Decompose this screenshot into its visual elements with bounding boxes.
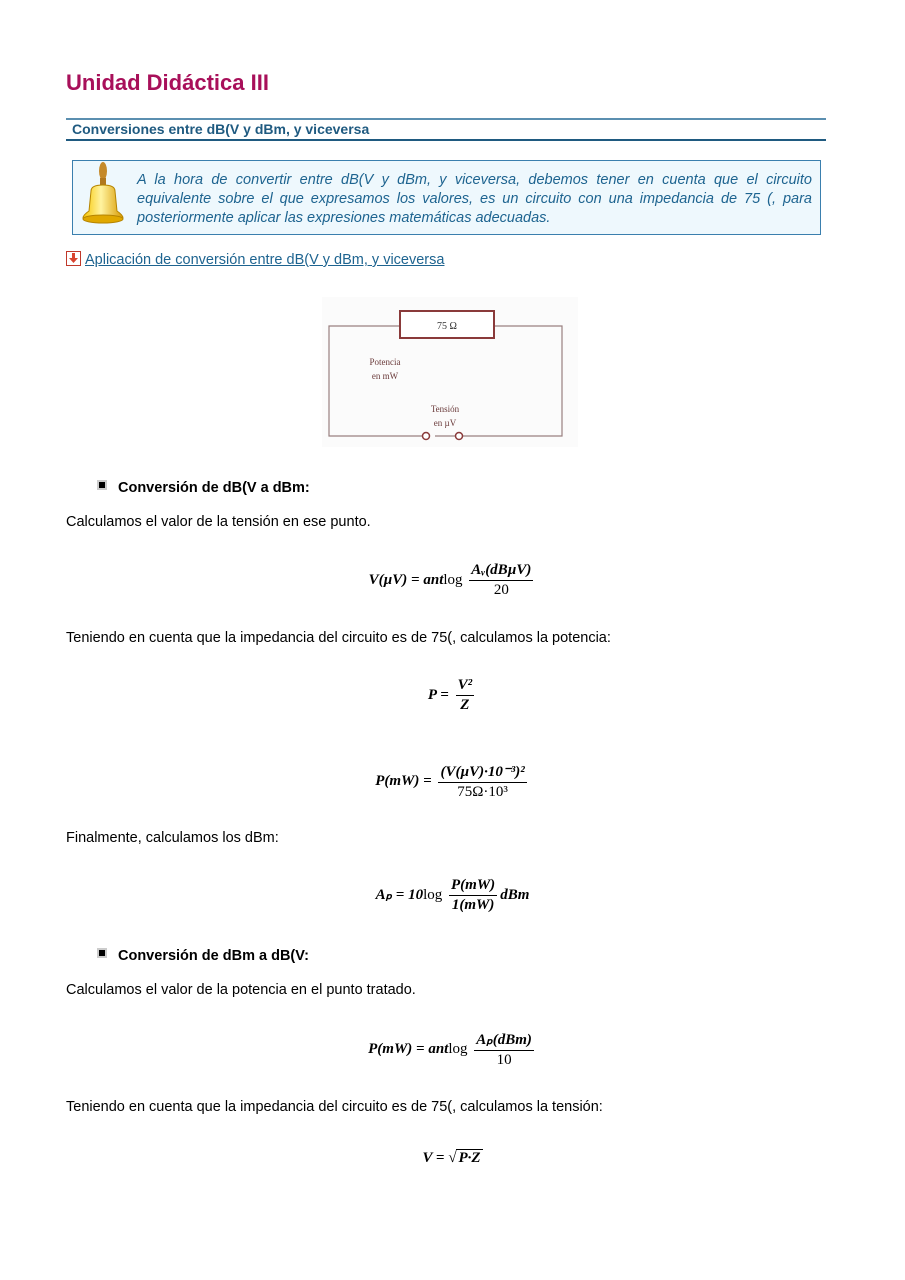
formula-radicand: P·Z	[458, 1150, 481, 1166]
voltage-unit-label: en µV	[433, 418, 457, 428]
bullet-text: Conversión de dB(V a dBm:	[118, 480, 310, 496]
formula-numerator: Aᵥ(dBµV)	[469, 562, 533, 581]
power-unit-label: en mW	[371, 371, 399, 381]
formula-denominator: 10	[496, 1052, 512, 1068]
formula-lhs: P(mW) =	[368, 1040, 429, 1057]
bullet-icon	[97, 948, 107, 958]
bell-icon	[79, 161, 127, 227]
resistor-label: 75 Ω	[437, 321, 457, 332]
formula-denominator: 20	[493, 582, 509, 598]
formula-numerator: Aₚ(dBm)	[474, 1030, 534, 1051]
formula-power-from-dbm	[0, 1030, 905, 1069]
bullet-icon	[97, 480, 107, 490]
formula-numerator: V²	[456, 677, 475, 696]
section-title: Conversiones entre dB(V y dBm, y viceversa	[72, 121, 370, 137]
formula-denominator: Z	[460, 697, 470, 713]
formula-dbm	[0, 877, 905, 914]
formula-log: log	[448, 1040, 468, 1057]
formula-lhs: V = √	[422, 1150, 457, 1166]
bullet-heading	[97, 480, 310, 496]
paragraph: Teniendo en cuenta que la impedancia del circuito es de 75(, calculamos la tensión:	[66, 1099, 603, 1115]
circuit-diagram	[322, 297, 578, 447]
formula-lhs: Aₚ = 10	[375, 886, 424, 903]
formula-denominator: 1(mW)	[451, 897, 495, 913]
note-text: A la hora de convertir entre dB(V y dBm, y viceversa, debemos tener en cuenta que el circuito equivalente sobre el que expresamos los valores, es un circuito con una impedancia de 75 (, para posteriormente aplicar las expresiones matemáticas adecuadas.	[137, 172, 812, 226]
formula-numerator: (V(µV)·10⁻³)²	[438, 762, 526, 783]
paragraph: Calculamos el valor de la potencia en el punto tratado.	[66, 982, 416, 998]
formula-numerator: P(mW)	[449, 877, 497, 896]
formula-log: log	[443, 571, 463, 588]
formula-power	[0, 677, 905, 714]
formula-lhs: V(µV) =	[368, 571, 424, 588]
section-header	[66, 118, 826, 141]
formula-suffix: dBm	[500, 886, 530, 903]
bullet-heading	[97, 948, 309, 964]
paragraph: Finalmente, calculamos los dBm:	[66, 830, 279, 846]
bullet-text: Conversión de dBm a dB(V:	[118, 948, 309, 964]
paragraph: Calculamos el valor de la tensión en ese punto.	[66, 514, 371, 530]
formula-log: log	[423, 886, 443, 903]
page-title: Unidad Didáctica III	[66, 70, 269, 95]
formula-denominator: 75Ω·10³	[457, 784, 508, 800]
download-link-row[interactable]	[66, 251, 444, 268]
voltage-label: Tensión	[430, 404, 460, 414]
formula-ant: ant	[428, 1040, 449, 1057]
formula-ant: ant	[423, 571, 444, 588]
terminal	[423, 433, 430, 440]
paragraph: Teniendo en cuenta que la impedancia del circuito es de 75(, calculamos la potencia:	[66, 630, 611, 646]
download-link[interactable]: Aplicación de conversión entre dB(V y dBm, y viceversa	[85, 252, 445, 268]
download-icon	[66, 251, 81, 266]
terminal	[456, 433, 463, 440]
formula-power-mw	[0, 762, 905, 801]
formula-lhs: P(mW) =	[375, 772, 436, 789]
formula-voltage-sqrt	[0, 1150, 905, 1167]
note-box	[72, 160, 821, 235]
formula-lhs: P =	[427, 686, 453, 703]
power-label: Potencia	[369, 357, 401, 367]
formula-voltage	[0, 562, 905, 599]
